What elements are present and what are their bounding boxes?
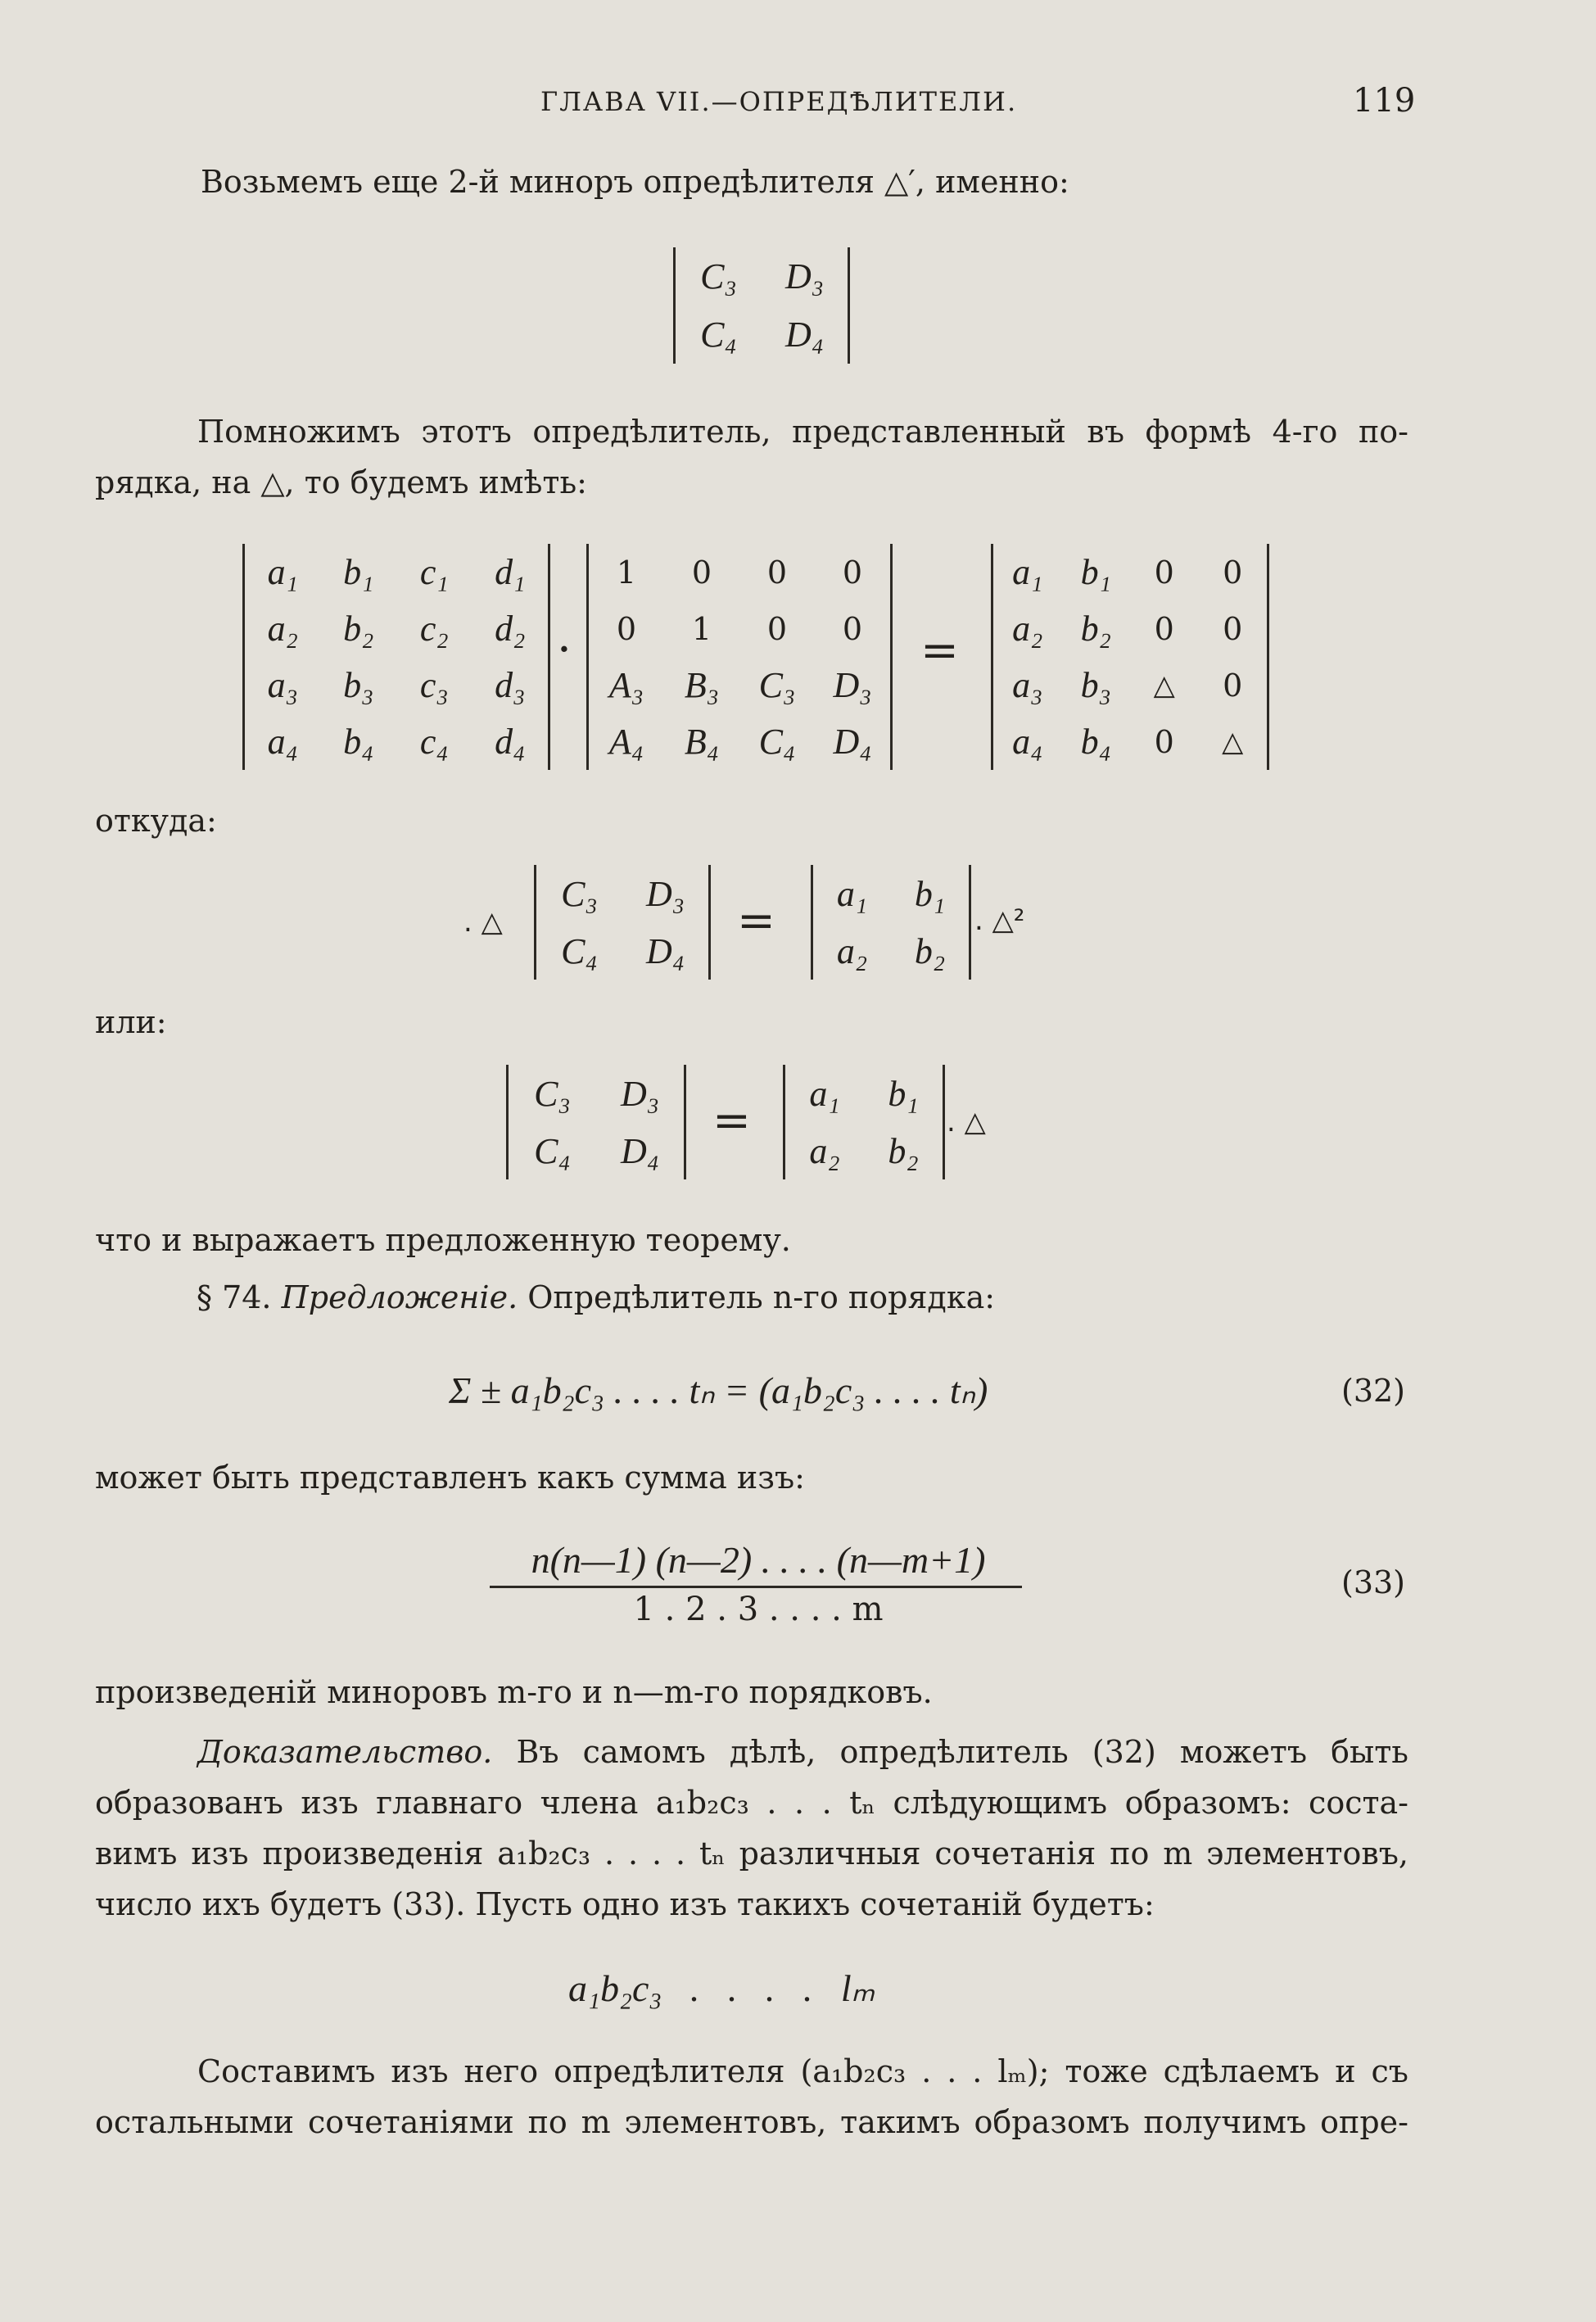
determinant-result-cell: 0 xyxy=(1223,610,1243,647)
determinant-a-cell: c₃ xyxy=(419,665,449,705)
rel1-right-determinant xyxy=(811,865,971,980)
paragraph-6-line-3: вимъ изъ произведенія a₁b₂c₃ . . . . tₙ различныя сочетанія по m элементовъ, xyxy=(95,1835,1408,1872)
determinant-result-cell: 0 xyxy=(1154,554,1174,591)
section-74 xyxy=(197,1279,995,1315)
proof-lead: Доказательство. xyxy=(197,1734,493,1770)
paragraph-6 xyxy=(95,1727,1408,1930)
page-number: 119 xyxy=(1353,82,1416,120)
determinant-a-cell: b₁ xyxy=(343,552,374,592)
rel2-left-determinant xyxy=(506,1065,686,1179)
paragraph-3: что и выражаетъ предложенную теорему. xyxy=(95,1222,791,1258)
section-number: § 74. xyxy=(197,1279,272,1315)
determinant-result-cell: 0 xyxy=(1154,610,1174,647)
determinant-result-cell: b₂ xyxy=(1080,609,1111,649)
determinant-block-cell: B₄ xyxy=(684,722,720,762)
paragraph-5: произведеній миноровъ m-го и n—m-го порядковъ. xyxy=(95,1674,933,1710)
running-header: ГЛАВА VII.—ОПРЕДѢЛИТЕЛИ. xyxy=(540,86,1018,117)
determinant-a-cell: a₄ xyxy=(267,722,298,762)
paragraph-2-line-1: Помножимъ этотъ опредѣлитель, представленный въ формѣ 4-го по- xyxy=(197,414,1408,450)
determinant-block-cell: 0 xyxy=(842,554,863,591)
determinant-block-cell: C₄ xyxy=(758,722,796,762)
equation-33-number: (33) xyxy=(1341,1564,1406,1600)
rel1-prefix: . △ xyxy=(463,906,503,939)
product-dot: . xyxy=(557,609,572,663)
minor-determinant-cell: D₃ xyxy=(784,256,825,296)
rel1-right-determinant-cell: a₁ xyxy=(836,873,868,914)
determinant-result-cell: △ xyxy=(1153,668,1175,702)
paragraph-7-line-1: Составимъ изъ него опредѣлителя (a₁b₂c₃ . . . lₘ); тоже сдѣлаемъ и съ xyxy=(197,2053,1408,2089)
combination-formula: a₁b₂c₃ . . . . lₘ xyxy=(568,1967,875,2009)
determinant-a-cell: c₂ xyxy=(419,609,449,649)
determinant-block-cell: B₃ xyxy=(684,665,720,705)
rel1-right-determinant-cell: b₂ xyxy=(914,930,946,971)
rel1-left-determinant xyxy=(534,865,711,980)
determinant-result-cell: a₄ xyxy=(1012,722,1043,762)
equation-33-denominator: 1 . 2 . 3 . . . . m xyxy=(633,1591,884,1628)
word-ili: или: xyxy=(95,1004,167,1040)
determinant-block-cell: 0 xyxy=(842,610,863,647)
paragraph-6-line-1-text: Въ самомъ дѣлѣ, опредѣлитель (32) можетъ быть xyxy=(516,1734,1408,1770)
equation-33-fraction-bar xyxy=(490,1586,1022,1588)
determinant-result xyxy=(991,544,1269,770)
rel2-left-determinant-cell: D₄ xyxy=(620,1130,660,1171)
rel2-left-determinant-cell: C₃ xyxy=(534,1073,571,1114)
rel2-right-determinant xyxy=(783,1065,945,1179)
paragraph-6-line-1 xyxy=(95,1727,1408,1777)
minor-determinant-cell: C₃ xyxy=(700,256,737,296)
paragraph-7 xyxy=(95,2046,1408,2148)
determinant-block-cell: 0 xyxy=(766,610,788,647)
determinant-a-cell: a₁ xyxy=(267,552,298,592)
paragraph-2-line-2: рядка, на △, то будемъ имѣть: xyxy=(95,464,587,500)
rel1-left-determinant-cell: C₄ xyxy=(561,930,598,971)
determinant-block-cell: C₃ xyxy=(758,665,796,705)
determinant-a-cell: c₁ xyxy=(419,552,449,592)
determinant-a-cell: d₁ xyxy=(495,552,526,592)
determinant-result-cell: △ xyxy=(1222,725,1244,758)
determinant-a xyxy=(242,544,550,770)
product-equals: = xyxy=(920,624,959,677)
rel1-right-determinant-cell: a₂ xyxy=(836,930,868,971)
determinant-result-cell: 0 xyxy=(1154,723,1174,760)
equation-33-numerator: n(n—1) (n—2) . . . . (n—m+1) xyxy=(531,1539,986,1581)
rel2-suffix: . △ xyxy=(947,1106,986,1138)
section-text: Опредѣлитель n-го порядка: xyxy=(527,1279,996,1315)
rel2-right-determinant-cell: a₁ xyxy=(809,1073,840,1114)
rel1-right-determinant-cell: b₁ xyxy=(914,873,946,914)
equation-32-number: (32) xyxy=(1341,1373,1406,1409)
minor-determinant-cell: D₄ xyxy=(784,315,825,355)
determinant-block-cell: D₃ xyxy=(833,665,872,705)
determinant-a-cell: d₂ xyxy=(495,609,526,649)
rel2-left-determinant-cell: C₄ xyxy=(534,1130,571,1171)
rel1-equals: = xyxy=(737,894,775,948)
paragraph-1: Возьмемъ еще 2-й миноръ опредѣлителя △′, именно: xyxy=(201,164,1069,200)
equation-32: Σ ± a₁b₂c₃ . . . . tₙ = (a₁b₂c₃ . . . . tₙ) xyxy=(449,1369,988,1411)
determinant-block-cell: 1 xyxy=(616,554,637,591)
determinant-a-cell: b₃ xyxy=(343,665,374,705)
determinant-a-cell: b₂ xyxy=(343,609,374,649)
determinant-block-cell: 0 xyxy=(616,610,637,647)
determinant-a-cell: a₃ xyxy=(267,665,298,705)
rel1-left-determinant-cell: D₄ xyxy=(645,930,685,971)
paragraph-4: может быть представленъ какъ сумма изъ: xyxy=(95,1460,805,1496)
paragraph-6-line-2: образованъ изъ главнаго члена a₁b₂c₃ . . . tₙ слѣдующимъ образомъ: соста- xyxy=(95,1785,1408,1821)
minor-determinant xyxy=(673,247,850,364)
rel2-left-determinant-cell: D₃ xyxy=(620,1073,660,1114)
rel2-right-determinant-cell: b₁ xyxy=(888,1073,919,1114)
rel1-suffix: . △² xyxy=(974,904,1025,937)
minor-determinant-cell: C₄ xyxy=(700,315,737,355)
rel2-right-determinant-cell: a₂ xyxy=(809,1130,840,1171)
determinant-a-cell: b₄ xyxy=(343,722,374,762)
determinant-block xyxy=(586,544,893,770)
determinant-result-cell: a₁ xyxy=(1012,552,1043,592)
determinant-a-cell: a₂ xyxy=(267,609,298,649)
determinant-block-cell: 0 xyxy=(766,554,788,591)
rel2-right-determinant-cell: b₂ xyxy=(888,1130,919,1171)
rel1-left-determinant-cell: C₃ xyxy=(561,873,598,914)
determinant-result-cell: b₁ xyxy=(1080,552,1111,592)
determinant-block-cell: A₃ xyxy=(608,665,644,705)
rel1-left-determinant-cell: D₃ xyxy=(645,873,685,914)
determinant-block-cell: D₄ xyxy=(833,722,872,762)
determinant-result-cell: a₂ xyxy=(1012,609,1043,649)
word-otkuda: откуда: xyxy=(95,803,217,839)
determinant-result-cell: 0 xyxy=(1223,554,1243,591)
determinant-block-cell: 0 xyxy=(691,554,712,591)
determinant-result-cell: a₃ xyxy=(1012,665,1043,705)
determinant-result-cell: 0 xyxy=(1223,667,1243,704)
paragraph-2 xyxy=(95,406,1408,508)
rel2-equals: = xyxy=(712,1094,751,1147)
determinant-block-cell: A₄ xyxy=(608,722,644,762)
determinant-result-cell: b₄ xyxy=(1080,722,1111,762)
determinant-a-cell: d₄ xyxy=(495,722,526,762)
determinant-a-cell: c₄ xyxy=(419,722,449,762)
determinant-result-cell: b₃ xyxy=(1080,665,1111,705)
section-title: Предложеніе. xyxy=(281,1279,518,1315)
paragraph-6-line-4: число ихъ будетъ (33). Пусть одно изъ такихъ сочетаній будетъ: xyxy=(95,1886,1155,1922)
paragraph-7-line-2: остальными сочетаніями по m элементовъ, такимъ образомъ получимъ опре- xyxy=(95,2104,1408,2140)
determinant-block-cell: 1 xyxy=(691,610,712,647)
determinant-a-cell: d₃ xyxy=(495,665,526,705)
